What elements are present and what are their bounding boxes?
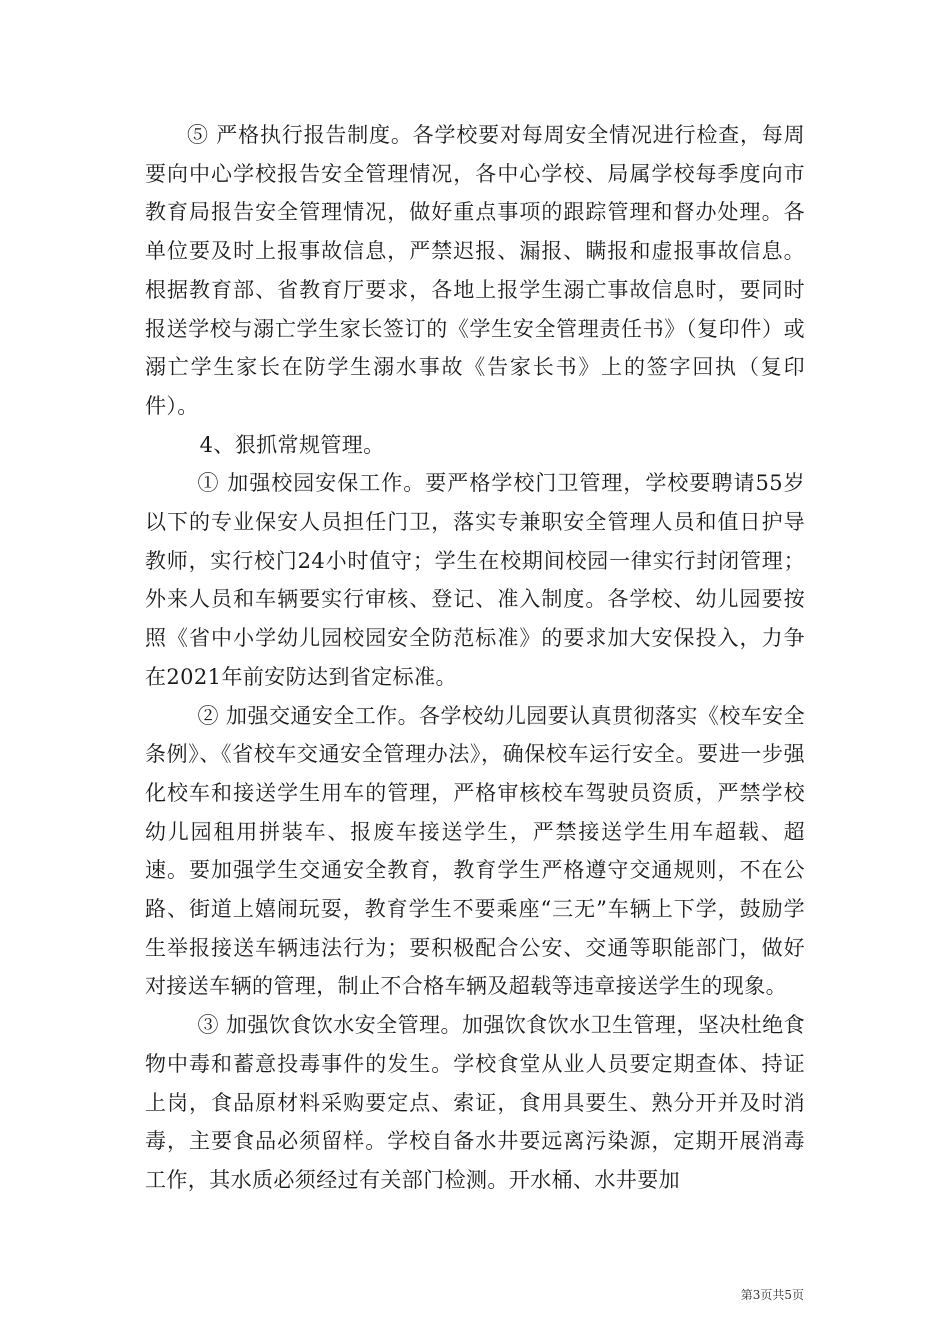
- paragraph-campus-security: ① 加强校园安保工作。要严格学校门卫管理，学校要聘请55岁以下的专业保安人员担任门卫，落实专兼职安全管理人员和值日护导教师，实行校门24小时值守；学生在校期间校园一律实行封闭管理；外来人员和车辆要实行审核、登记、准入制度。各学校、幼儿园要按照《省中小学幼儿园校园安全防范标准》的要求加大安保投入，力争在2021年前安防达到省定标准。: [145, 471, 805, 689]
- paragraph-report-system: ⑤ 严格执行报告制度。各学校要对每周安全情况进行检查，每周要向中心学校报告安全管理情况，各中心学校、局属学校每季度向市教育局报告安全管理情况，做好重点事项的跟踪管理和督办处理。各单位要及时上报事故信息，严禁迟报、漏报、瞒报和虚报事故信息。根据教育部、省教育厅要求，各地上报学生溺亡事故信息时，要同时报送学校与溺亡学生家长签订的《学生安全管理责任书》（复印件）或溺亡学生家长在防学生溺水事故《告家长书》上的签字回执（复印件）。: [145, 123, 805, 418]
- paragraph-traffic-safety: ② 加强交通安全工作。各学校幼儿园要认真贯彻落实《校车安全条例》、《省校车交通安全管理办法》，确保校车运行安全。要进一步强化校车和接送学生用车的管理，严格审核校车驾驶员资质，严禁学校幼儿园租用拼装车、报废车接送学生，严禁接送学生用车超载、超速。要加强学生交通安全教育，教育学生严格遵守交通规则，不在公路、街道上嬉闹玩耍，教育学生不要乘座“三无”车辆上下学，鼓励学生举报接送车辆违法行为；要积极配合公安、交通等职能部门，做好对接送车辆的管理，制止不合格车辆及超载等违章接送学生的现象。: [145, 703, 805, 999]
- document-body: [145, 116, 805, 1200]
- paragraph-food-water-safety: ③ 加强饮食饮水安全管理。加强饮食饮水卫生管理，坚决杜绝食物中毒和蓄意投毒事件的发生。学校食堂从业人员要定期查体、持证上岗，食品原材料采购要定点、索证，食用具要生、熟分开并及时消毒，主要食品必须留样。学校自备水井要远离污染源，定期开展消毒工作，其水质必须经过有关部门检测。开水桶、水井要加: [145, 1013, 805, 1192]
- page-number: 第3页共5页: [740, 1288, 804, 1302]
- section-heading-routine-management: 4、狠抓常规管理。: [199, 432, 385, 457]
